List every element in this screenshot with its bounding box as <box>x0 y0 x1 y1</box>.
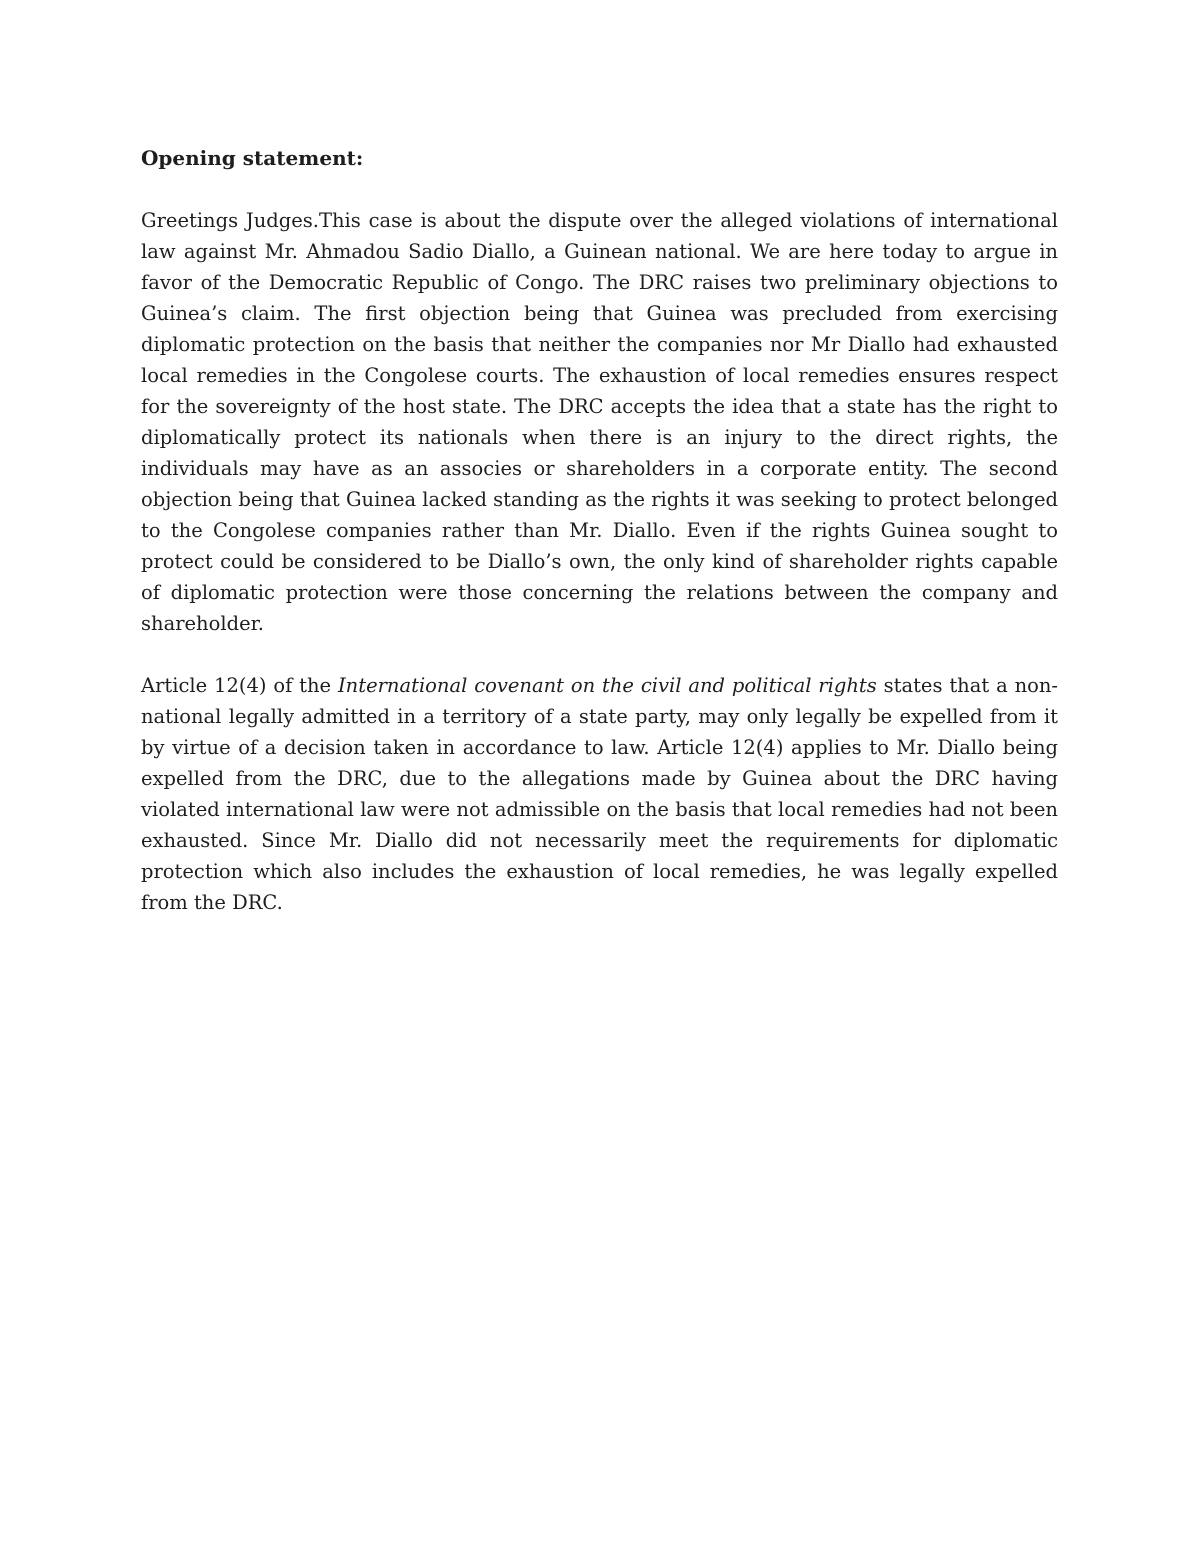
section-heading: Opening statement: <box>141 146 364 170</box>
document-body <box>141 143 1058 949</box>
covenant-title: International covenant on the civil and political rights <box>337 674 877 697</box>
paragraph-article-text-start: Article 12(4) of the <box>141 674 338 697</box>
paragraph-article-12-4 <box>141 670 1058 918</box>
paragraph-opening: Greetings Judges.This case is about the dispute over the alleged violations of international law against Mr. Ahmadou Sadio Diallo, a Guinean national. We are here today to argue in favor of the Democratic Republic of Congo. The DRC raises two preliminary objections to Guinea’s claim. The first objection being that Guinea was precluded from exercising diplomatic protection on the basis that neither the companies nor Mr Diallo had exhausted local remedies in the Congolese courts. The exhaustion of local remedies ensures respect for the sovereignty of the host state. The DRC accepts the idea that a state has the right to diplomatically protect its nationals when there is an injury to the direct rights, the individuals may have as an associes or shareholders in a corporate entity. The second objection being that Guinea lacked standing as the rights it was seeking to protect belonged to the Congolese companies rather than Mr. Diallo. Even if the rights Guinea sought to protect could be considered to be Diallo’s own, the only kind of shareholder rights capable of diplomatic protection were those concerning the relations between the company and shareholder. <box>141 209 1058 635</box>
paragraph-article-text-end: states that a non-national legally admitted in a territory of a state party, may only legally be expelled from it by virtue of a decision taken in accordance to law. Article 12(4) applies to Mr. Diallo being expelled from the DRC, due to the allegations made by Guinea about the DRC having violated international law were not admissible on the basis that local remedies had not been exhausted. Since Mr. Diallo did not necessarily meet the requirements for diplomatic protection which also includes the exhaustion of local remedies, he was legally expelled from the DRC. <box>141 674 1059 914</box>
